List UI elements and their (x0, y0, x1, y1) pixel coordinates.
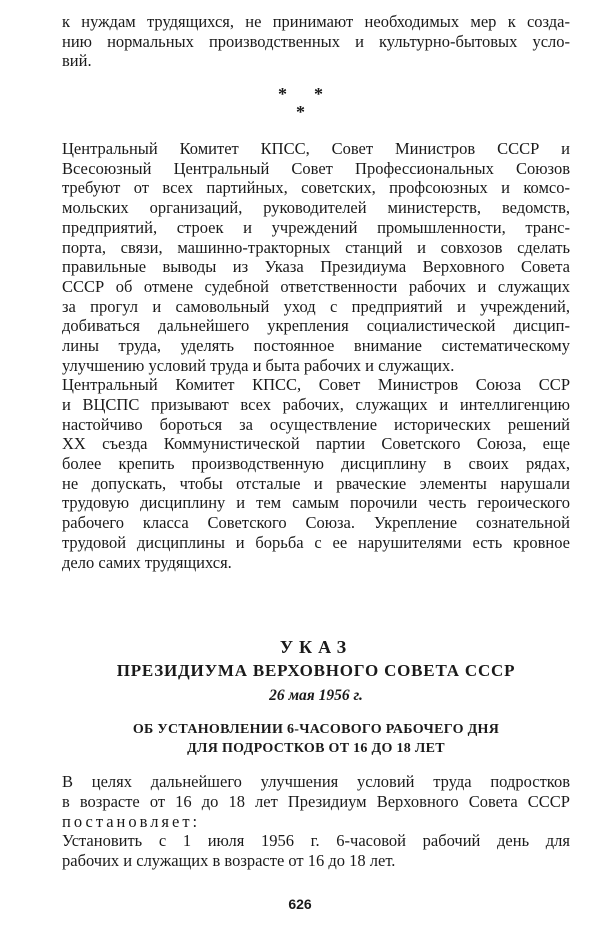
separator-star: * (314, 84, 323, 105)
continuation-paragraph (62, 12, 570, 71)
section-separator (62, 85, 570, 139)
text-line: за прогул и самовольный уход с предприятий и учреждений, (62, 296, 570, 316)
document-page (62, 12, 570, 871)
text-line: Центральный Комитет КПСС, Совет Министров Союза ССР (62, 375, 570, 395)
text-line: лины труда, уделять постоянное внимание систематическому (62, 335, 570, 355)
paragraph-2 (62, 375, 570, 572)
text-line: вий. (62, 51, 92, 71)
separator-star: * (296, 102, 305, 123)
text-line: порта, связи, машинно-тракторных станций и совхозов сделать (62, 237, 570, 257)
text-line: не допускать, чтобы отсталые и рваческие элементы нарушали (62, 473, 570, 493)
text-line: более крепить производственную дисциплину в своих рядах, (62, 454, 570, 474)
text-line: добиваться дальнейшего укрепления социалистической дисцип- (62, 316, 570, 336)
text-line: и ВЦСПС призывают всех рабочих, служащих и интеллигенцию (62, 395, 570, 414)
decree-date: 26 мая 1956 г. (269, 687, 363, 705)
text-line: В целях дальнейшего улучшения условий труда подростков (62, 772, 570, 792)
decree-heading: УКАЗ (279, 637, 353, 658)
text-line: Установить с 1 июля 1956 г. 6-часовой рабочий день для (62, 831, 570, 851)
text-line: трудовой дисциплины и борьба с ее нарушителями есть кровное (62, 532, 570, 552)
text-line: улучшению условий труда и быта рабочих и служащих. (62, 355, 455, 375)
text-line: Центральный Комитет КПСС, Совет Министров СССР и (62, 139, 570, 159)
text-line: Всесоюзный Центральный Совет Профессиональных Союзов (62, 158, 570, 178)
decree-body (62, 772, 570, 870)
text-line: требуют от всех партийных, советских, профсоюзных и комсо- (62, 178, 570, 198)
text-line: рабочих и служащих в возрасте от 16 до 18 лет. (62, 850, 396, 870)
decree-title-line: ДЛЯ ПОДРОСТКОВ ОТ 16 ДО 18 ЛЕТ (187, 741, 445, 757)
decree-title-line: ОБ УСТАНОВЛЕНИИ 6-ЧАСОВОГО РАБОЧЕГО ДНЯ (132, 722, 500, 738)
text-line: к нуждам трудящихся, не принимают необходимых мер к созда- (62, 12, 570, 31)
text-line: XX съезда Коммунистической партии Советского Союза, еще (62, 434, 570, 454)
text-line: дело самих трудящихся. (62, 552, 232, 572)
text-line: нию нормальных производственных и культурно-бытовых усло- (62, 31, 570, 51)
text-line: СССР об отмене судебной ответственности рабочих и служащих (62, 276, 570, 296)
text-line: мольских организаций, руководителей министерств, ведомств, (62, 198, 570, 218)
paragraph-1 (62, 139, 570, 375)
text-line: настойчиво бороться за осуществление исторических решений (62, 414, 570, 434)
text-line: правильные выводы из Указа Президиума Верховного Совета (62, 257, 570, 277)
page-number: 626 (288, 896, 312, 912)
text-line: трудовую дисциплину и тем самым порочили честь героического (62, 493, 570, 513)
decree-issuer: ПРЕЗИДИУМА ВЕРХОВНОГО СОВЕТА СССР (116, 661, 516, 681)
text-line: предприятий, строек и учреждений промышленности, транс- (62, 217, 570, 237)
text-line: постановляет: (62, 811, 201, 831)
text-line: в возрасте от 16 до 18 лет Президиум Верховного Совета СССР (62, 791, 570, 811)
text-line: рабочего класса Советского Союза. Укрепление сознательной (62, 513, 570, 533)
separator-star: * (278, 84, 287, 105)
